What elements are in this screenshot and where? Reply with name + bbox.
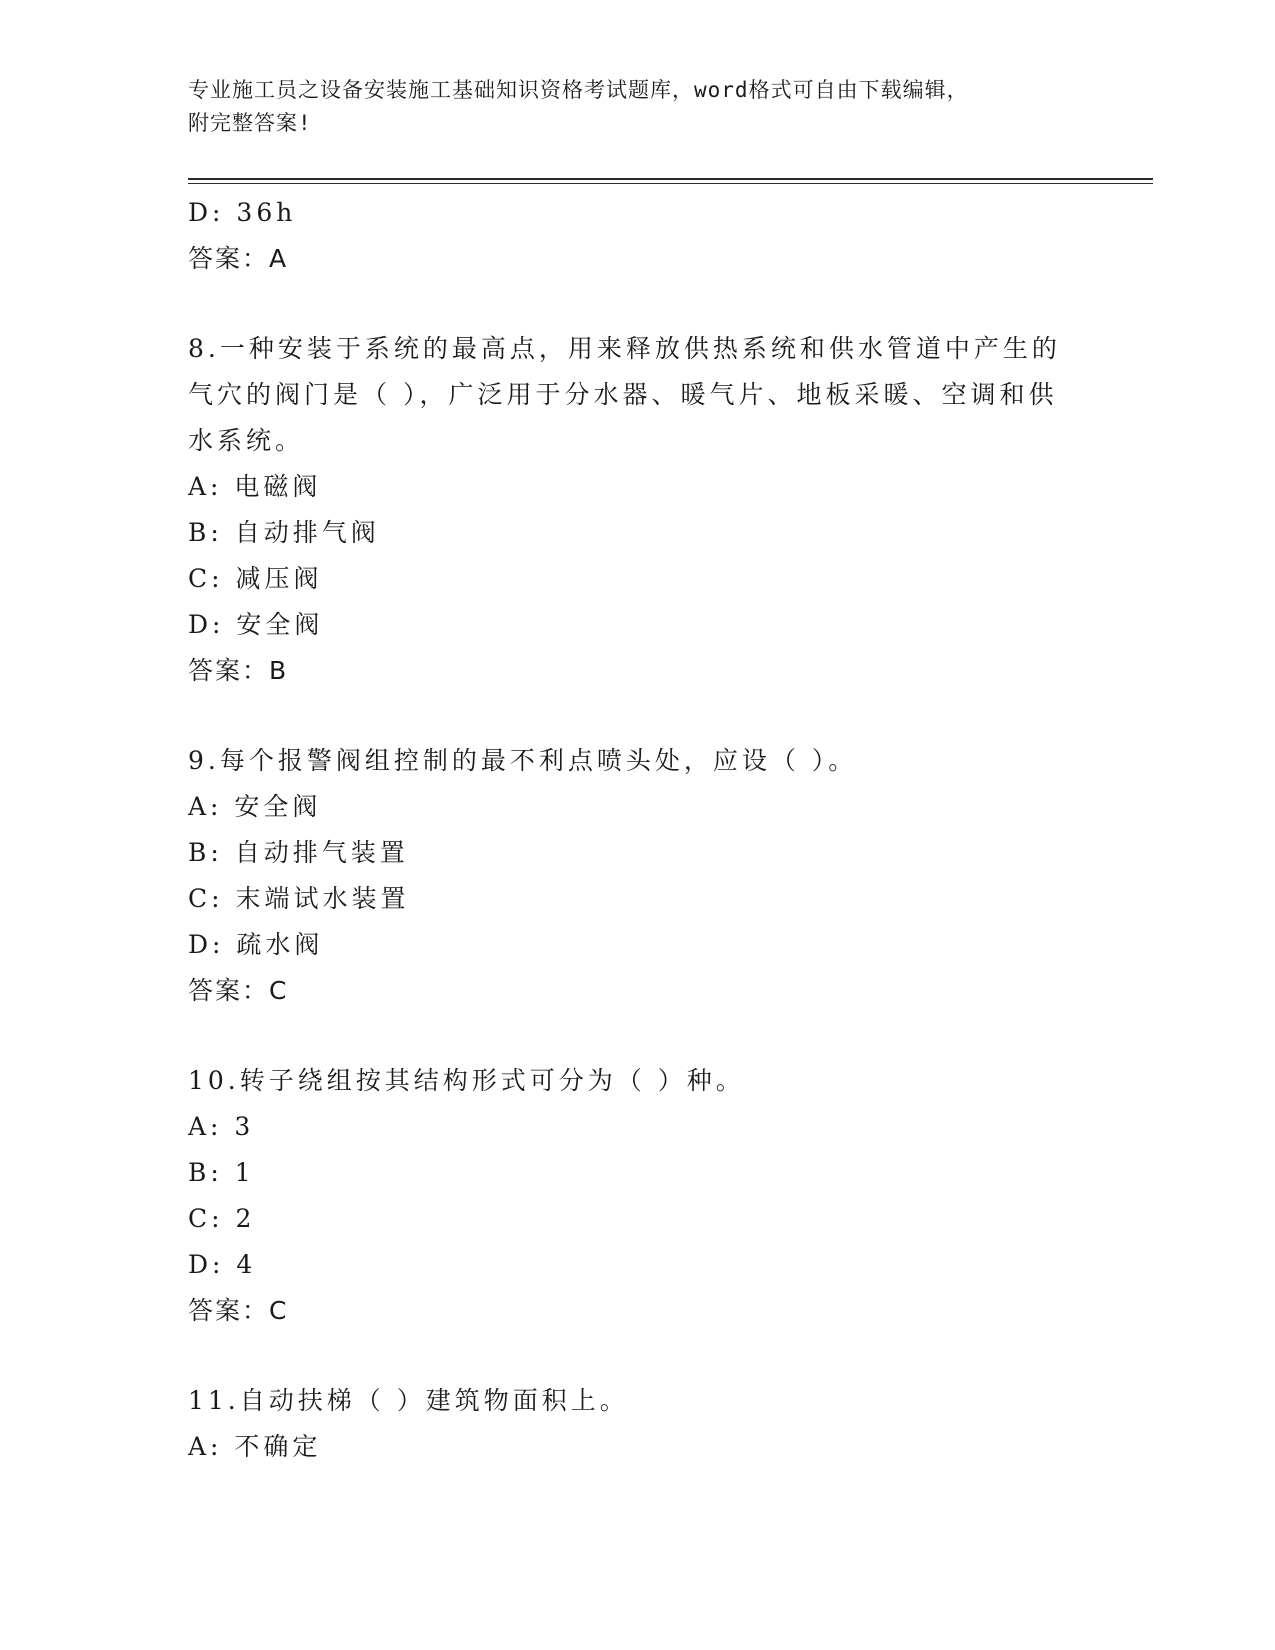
option-a: A: 3 [188,1112,255,1141]
question-stem-line: 气穴的阀门是（ ），广泛用于分水器、暖气片、地板采暖、空调和供 [188,380,1058,409]
spacer [188,282,1088,326]
header-divider-thick [188,178,1153,180]
question-stem-line: 11.自动扶梯（ ）建筑物面积上。 [188,1386,629,1415]
question-9 [188,738,1088,1014]
spacer [188,1334,1088,1378]
answer-line: 答案：B [188,656,289,685]
option-c: C: 2 [188,1204,256,1233]
option-d: D: 36h [188,198,297,227]
header-divider-thin [188,183,1153,184]
question-stem-line: 9.每个报警阀组控制的最不利点喷头处，应设（ ）。 [188,746,858,775]
option-a: A: 不确定 [188,1432,322,1461]
option-d: D: 安全阀 [188,610,324,639]
answer-line: 答案：C [188,976,289,1005]
spacer [188,1014,1088,1058]
option-b: B: 1 [188,1158,255,1187]
answer-line: 答案：C [188,1296,289,1325]
option-a: A: 电磁阀 [188,472,322,501]
spacer [188,694,1088,738]
option-d: D: 疏水阀 [188,930,324,959]
question-8 [188,326,1088,694]
question-10 [188,1058,1088,1334]
header-title-line-2: 附完整答案! [188,111,312,135]
document-header [188,74,1068,140]
option-a: A: 安全阀 [188,792,322,821]
question-stem-line: 10.转子绕组按其结构形式可分为（ ）种。 [188,1066,745,1095]
option-d: D: 4 [188,1250,257,1279]
answer-line: 答案：A [188,244,289,273]
question-stem-line: 水系统。 [188,426,305,455]
option-b: B: 自动排气装置 [188,838,409,867]
previous-question-tail [188,190,1088,282]
option-c: C: 减压阀 [188,564,323,593]
option-c: C: 末端试水装置 [188,884,410,913]
question-11 [188,1378,1088,1470]
header-title-line-1: 专业施工员之设备安装施工基础知识资格考试题库，word格式可自由下载编辑， [188,78,969,102]
question-content [188,190,1088,1470]
question-stem-line: 8.一种安装于系统的最高点，用来释放供热系统和供水管道中产生的 [188,334,1061,363]
option-b: B: 自动排气阀 [188,518,380,547]
